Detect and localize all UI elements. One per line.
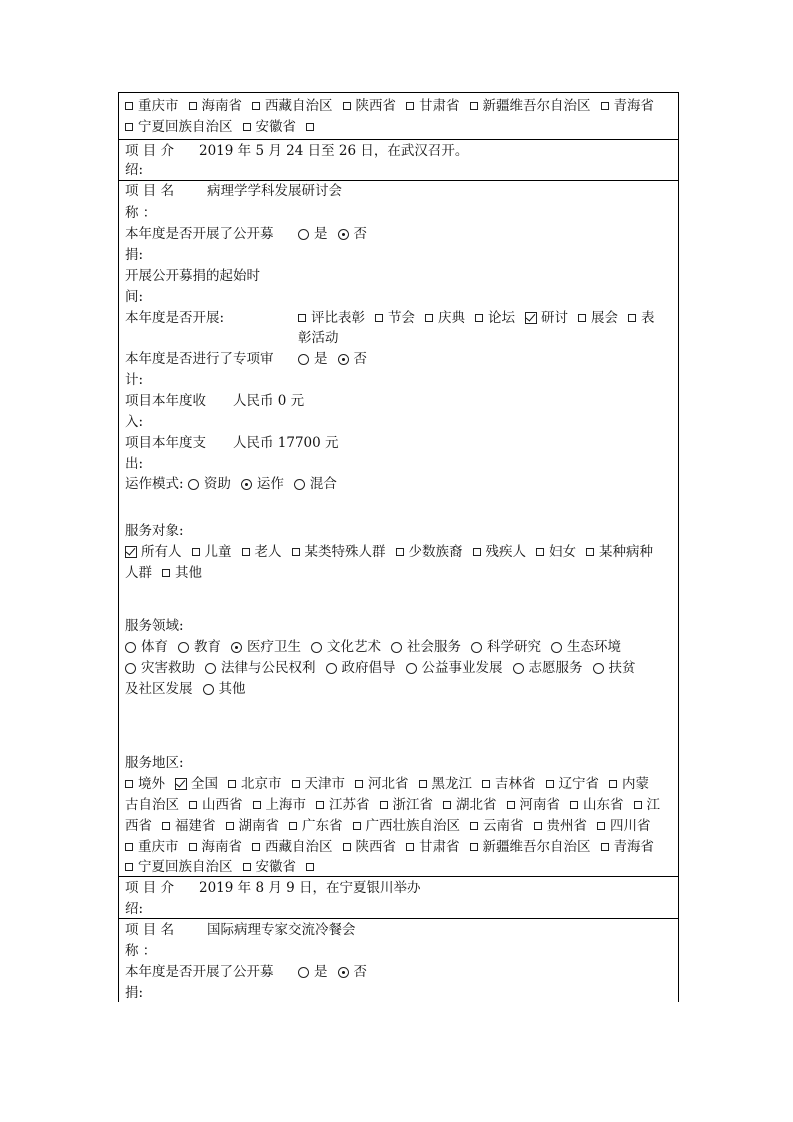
fundraise-label-cont: 捐:	[125, 985, 144, 1001]
checkbox-icon[interactable]	[507, 801, 515, 809]
checkbox-icon[interactable]	[253, 801, 261, 809]
checkbox-icon[interactable]	[609, 780, 617, 788]
checkbox-icon[interactable]	[343, 843, 351, 851]
checkbox-icon[interactable]	[570, 801, 578, 809]
service-region-line3: 西省 福建省 湖南省 广东省 广西壮族自治区 云南省 贵州省 四川省	[125, 818, 651, 834]
checkbox-icon[interactable]	[189, 801, 197, 809]
checkbox-icon[interactable]	[306, 123, 314, 131]
radio-option[interactable]	[513, 663, 524, 674]
radio-option[interactable]	[205, 663, 216, 674]
checked-checkbox-icon[interactable]	[125, 546, 137, 558]
project-intro-label-cont: 绍:	[125, 901, 144, 917]
project-intro-row: 项 目 介 2019 年 8 月 9 日，在宁夏银川举办	[125, 880, 421, 896]
divider	[118, 139, 678, 140]
region-list-top-line2: 宁夏回族自治区 安徽省	[125, 117, 319, 137]
checkbox-icon[interactable]	[125, 123, 133, 131]
radio-option[interactable]	[294, 479, 305, 490]
radio-option[interactable]	[125, 663, 136, 674]
radio-yes[interactable]	[298, 229, 309, 240]
checkbox-icon[interactable]	[628, 314, 636, 322]
checkbox-icon[interactable]	[470, 822, 478, 830]
checkbox-icon[interactable]	[192, 548, 200, 556]
checked-checkbox-icon[interactable]	[175, 778, 187, 790]
checkbox-icon[interactable]	[292, 548, 300, 556]
audit-row: 本年度是否进行了专项审 是 否	[125, 351, 367, 367]
checkbox-icon[interactable]	[189, 843, 197, 851]
radio-option[interactable]	[326, 663, 337, 674]
radio-option[interactable]	[178, 642, 189, 653]
checkbox-icon[interactable]	[298, 314, 306, 322]
checkbox-icon[interactable]	[601, 102, 609, 110]
start-time-label: 开展公开募捐的起始时	[125, 268, 260, 284]
income-label-cont: 入:	[125, 414, 144, 430]
project-intro-label-cont: 绍:	[125, 162, 144, 178]
start-time-label-cont: 间:	[125, 289, 144, 305]
checkbox-icon[interactable]	[473, 548, 481, 556]
checkbox-icon[interactable]	[162, 569, 170, 577]
checkbox-icon[interactable]	[475, 314, 483, 322]
project-intro-row: 项 目 介 2019 年 5 月 24 日至 26 日，在武汉召开。	[125, 143, 469, 159]
checkbox-icon[interactable]	[443, 801, 451, 809]
checkbox-icon[interactable]	[470, 102, 478, 110]
checkbox-icon[interactable]	[252, 102, 260, 110]
checkbox-icon[interactable]	[375, 314, 383, 322]
project-name-label-cont: 称 ：	[125, 205, 157, 221]
checked-checkbox-icon[interactable]	[525, 312, 537, 324]
checkbox-icon[interactable]	[425, 314, 433, 322]
fundraise-label-cont: 捐:	[125, 247, 144, 263]
service-target-line1: 所有人 儿童 老人 某类特殊人群 少数族裔 残疾人 妇女 某种病种	[125, 542, 653, 562]
radio-no-selected[interactable]	[338, 354, 349, 365]
checkbox-icon[interactable]	[470, 843, 478, 851]
checkbox-icon[interactable]	[578, 314, 586, 322]
checkbox-icon[interactable]	[355, 780, 363, 788]
checkbox-icon[interactable]	[380, 801, 388, 809]
divider	[118, 92, 678, 93]
service-field-line1: 体育 教育 医疗卫生 文化艺术 社会服务 科学研究 生态环境	[125, 637, 621, 657]
radio-option[interactable]	[188, 479, 199, 490]
radio-yes[interactable]	[298, 354, 309, 365]
radio-option[interactable]	[551, 642, 562, 653]
radio-option-selected[interactable]	[231, 642, 242, 653]
service-field-label: 服务领域:	[125, 618, 184, 634]
checkbox-icon[interactable]	[189, 102, 197, 110]
checkbox-icon[interactable]	[534, 822, 542, 830]
service-region-line2: 古自治区 山西省 上海市 江苏省 浙江省 湖北省 河南省 山东省 江	[125, 797, 660, 813]
checkbox-icon[interactable]	[406, 102, 414, 110]
activities-row: 本年度是否开展: 评比表彰 节会 庆典 论坛 研讨 展会 表	[125, 310, 655, 326]
checkbox-icon[interactable]	[125, 780, 133, 788]
radio-option[interactable]	[391, 642, 402, 653]
checkbox-icon[interactable]	[228, 780, 236, 788]
service-target-label: 服务对象:	[125, 523, 184, 539]
radio-option[interactable]	[593, 663, 604, 674]
radio-option[interactable]	[203, 684, 214, 695]
radio-no-selected[interactable]	[338, 967, 349, 978]
income-row: 项目本年度收 人民币 0 元	[125, 393, 305, 409]
audit-label-cont: 计:	[125, 372, 144, 388]
fundraise-row: 本年度是否开展了公开募 是 否	[125, 964, 367, 980]
divider	[118, 918, 678, 919]
service-field-line3: 及社区发展 其他	[125, 681, 246, 697]
operation-mode-row: 运作模式: 资助 运作 混合	[125, 476, 337, 492]
checkbox-icon[interactable]	[343, 102, 351, 110]
service-region-label: 服务地区:	[125, 755, 184, 771]
radio-option[interactable]	[406, 663, 417, 674]
project-name-value: 国际病理专家交流冷餐会	[207, 922, 356, 938]
activities-cont: 彰活动	[298, 330, 339, 346]
project-intro-text: 2019 年 5 月 24 日至 26 日，在武汉召开。	[199, 143, 469, 159]
radio-option-selected[interactable]	[241, 479, 252, 490]
service-field-line2: 灾害救助 法律与公民权利 政府倡导 公益事业发展 志愿服务 扶贫	[125, 658, 636, 678]
radio-no-selected[interactable]	[338, 229, 349, 240]
checkbox-icon[interactable]	[482, 780, 490, 788]
service-region-line5: 宁夏回族自治区 安徽省	[125, 857, 319, 877]
checkbox-icon[interactable]	[536, 548, 544, 556]
radio-option[interactable]	[125, 642, 136, 653]
expense-row: 项目本年度支 人民币 17700 元	[125, 435, 339, 451]
checkbox-icon[interactable]	[396, 548, 404, 556]
checkbox-icon[interactable]	[546, 780, 554, 788]
expense-label-cont: 出:	[125, 456, 144, 472]
checkbox-icon[interactable]	[125, 102, 133, 110]
region-list-top-line1: 重庆市 海南省 西藏自治区 陕西省 甘肃省 新疆维吾尔自治区 青海省	[125, 96, 654, 116]
checkbox-icon[interactable]	[242, 548, 250, 556]
checkbox-icon[interactable]	[306, 863, 314, 871]
checkbox-icon[interactable]	[406, 843, 414, 851]
checkbox-icon[interactable]	[586, 548, 594, 556]
service-region-line1: 境外 全国 北京市 天津市 河北省 黑龙江 吉林省 辽宁省 内蒙	[125, 774, 649, 794]
project-name-row: 项 目 名 国际病理专家交流冷餐会	[125, 922, 356, 938]
project-name-row: 项 目 名 病理学学科发展研讨会	[125, 183, 342, 199]
project-name-value: 病理学学科发展研讨会	[207, 183, 342, 199]
checkbox-icon[interactable]	[601, 843, 609, 851]
checkbox-icon[interactable]	[125, 863, 133, 871]
radio-option[interactable]	[311, 642, 322, 653]
checkbox-icon[interactable]	[316, 801, 324, 809]
project-intro-text: 2019 年 8 月 9 日，在宁夏银川举办	[199, 880, 421, 896]
checkbox-icon[interactable]	[597, 822, 605, 830]
checkbox-icon[interactable]	[125, 843, 133, 851]
checkbox-icon[interactable]	[353, 822, 361, 830]
project-name-label-cont: 称 ：	[125, 943, 157, 959]
checkbox-icon[interactable]	[226, 822, 234, 830]
checkbox-icon[interactable]	[292, 780, 300, 788]
service-region-line4: 重庆市 海南省 西藏自治区 陕西省 甘肃省 新疆维吾尔自治区 青海省	[125, 837, 654, 857]
fundraise-row: 本年度是否开展了公开募 是 否	[125, 226, 367, 242]
radio-option[interactable]	[471, 642, 482, 653]
checkbox-icon[interactable]	[634, 801, 642, 809]
checkbox-icon[interactable]	[252, 843, 260, 851]
checkbox-icon[interactable]	[419, 780, 427, 788]
radio-yes[interactable]	[298, 967, 309, 978]
checkbox-icon[interactable]	[243, 123, 251, 131]
service-target-line2: 人群 其他	[125, 565, 202, 581]
checkbox-icon[interactable]	[162, 822, 170, 830]
checkbox-icon[interactable]	[289, 822, 297, 830]
checkbox-icon[interactable]	[243, 863, 251, 871]
